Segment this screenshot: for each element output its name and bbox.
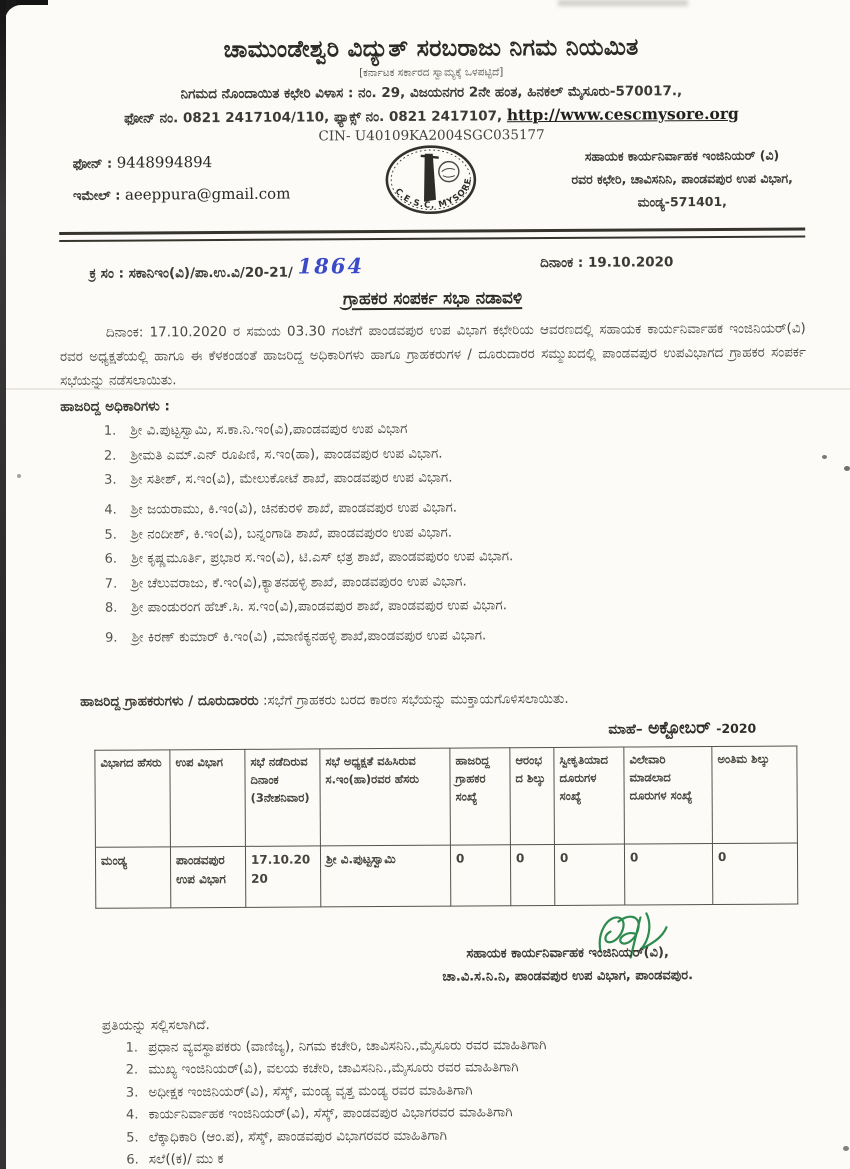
office-address-block bbox=[571, 144, 793, 215]
sender-contact-block bbox=[73, 147, 291, 211]
col-header-subdivision: ಉಪ ವಿಭಾಗ bbox=[170, 749, 246, 846]
monthly-report-table bbox=[94, 746, 798, 909]
organization-name: ಚಾಮುಂಡೇಶ್ವರಿ ವಿದ್ಯುತ್ ಸರಬರಾಜು ನಿಗಮ ನಿಯಮಿತ bbox=[223, 34, 639, 63]
phone-value: 9448994894 bbox=[116, 153, 213, 172]
month-label: ಮಾಹೆ– bbox=[608, 721, 643, 738]
cell-chairperson: ಶ್ರೀ ವಿ.ಪುಟ್ಟಸ್ವಾಮಿ bbox=[320, 845, 450, 907]
reference-row bbox=[59, 253, 805, 283]
date-value: 19.10.2020 bbox=[587, 254, 674, 271]
copies-heading: ಪ್ರತಿಯನ್ನು ಸಲ್ಲಿಸಲಾಗಿದೆ. bbox=[101, 1016, 210, 1034]
col-header-complaints-received: ಸ್ವೀಕೃತಿಯಾದ ದೂರುಗಳ ಸಂಖ್ಯೆ bbox=[554, 747, 625, 844]
ownership-note: [ಕರ್ನಾಟಕ ಸರ್ಕಾರದ ಸ್ವಾಮ್ಯಕ್ಕೆ ಒಳಪಟ್ಟಿದೆ] bbox=[359, 66, 504, 80]
ref-label: ಕ್ರ ಸಂ : bbox=[89, 265, 125, 282]
col-header-customers-present: ಹಾಜರಿದ್ದ ಗ್ರಾಹಕರ ಸಂಖ್ಯೆ bbox=[450, 748, 511, 845]
officer-item: 4. ಶ್ರೀ ಜಯರಾಮು, ಕಿ.ಇಂ(ವಿ), ಚಿನಕುರಳಿ ಶಾಖೆ, ಪಾಂಡವಪುರ ಉಪ ವಿಭಾಗ. bbox=[121, 497, 807, 517]
cell-complaints-resolved: 0 bbox=[624, 844, 712, 906]
cesc-logo-icon bbox=[381, 141, 481, 220]
col-header-opening-balance: ಆರಂಭದ ಶಿಲ್ಕು bbox=[510, 748, 555, 845]
col-header-chairperson: ಸಭೆ ಅಧ್ಯಕ್ಷತೆ ವಹಿಸಿರುವ ಸ.ಇಂ(ಹಾ)ರವರ ಹೆಸರು bbox=[320, 748, 451, 846]
copy-item: 6. ಸಲೆ((ಕ)/ ಮು ಕ bbox=[143, 1148, 811, 1168]
officer-item: 8. ಶ್ರೀ ಪಾಂಡುರಂಗ ಹೆಚ್.ಸಿ. ಸ.ಇಂ(ವಿ),ಪಾಂಡವಪುರ ಶಾಖೆ, ಪಾಂಡವಪುರ ಉಪ ವಿಭಾಗ. bbox=[121, 595, 807, 615]
scan-edge-left bbox=[0, 0, 6, 1169]
cell-subdivision: ಪಾಂಡವಪುರ ಉಪ ವಿಭಾಗ bbox=[170, 846, 245, 907]
email-value: aeeppura@gmail.com bbox=[124, 184, 291, 204]
signature-block bbox=[367, 907, 767, 990]
cell-division: ಮಂಡ್ಯ bbox=[95, 847, 170, 908]
officers-list bbox=[60, 418, 807, 646]
copy-item: 4. ಕಾರ್ಯನಿರ್ವಾಹಕ ಇಂಜಿನಿಯರ್(ವಿ), ಸೆಸ್ಕ್, ಪಾಂಡವಪುರ ವಿಭಾಗರವರ ಮಾಹಿತಿಗಾಗಿ bbox=[143, 1103, 811, 1123]
page-rounded-corner bbox=[5, 5, 75, 65]
copy-item: 2. ಮುಖ್ಯ ಇಂಜಿನಿಯರ್(ವಿ), ವಲಯ ಕಚೇರಿ, ಚಾವಿಸನಿನಿ.,ಮೈಸೂರು ರವರ ಮಾಹಿತಿಗಾಗಿ bbox=[142, 1058, 810, 1078]
scan-speck bbox=[822, 455, 827, 459]
scan-speck bbox=[844, 466, 850, 471]
officer-item: 1. ಶ್ರೀ ವಿ.ಪುಟ್ಟಸ್ವಾಮಿ, ಸ.ಕಾ.ನಿ.ಇಂ(ವಿ),ಪಾಂಡವಪುರ ಉಪ ವಿಭಾಗ bbox=[120, 418, 806, 438]
phone-fax-line bbox=[58, 103, 804, 127]
ref-handwritten-number: 1864 bbox=[297, 253, 365, 279]
officers-heading: ಹಾಜರಿದ್ದ ಅಧಿಕಾರಿಗಳು : bbox=[60, 398, 170, 416]
table-header-row bbox=[95, 746, 798, 847]
document-title: ಗ್ರಾಹಕರ ಸಂಪರ್ಕ ಸಭಾ ನಡಾವಳಿ bbox=[342, 288, 523, 310]
col-header-complaints-resolved: ವಿಲೇವಾರಿ ಮಾಡಲಾದ ದೂರುಗಳ ಸಂಖ್ಯೆ bbox=[624, 747, 713, 845]
copy-item: 5. ಲೆಕ್ಕಾಧಿಕಾರಿ (ಆಂ.ಪ), ಸೆಸ್ಕ್, ಪಾಂಡವಪುರ ವಿಭಾಗರವರ ಮಾಹಿತಿಗಾಗಿ bbox=[143, 1125, 811, 1145]
logo-caption: C.E.S.C, MYSORE bbox=[392, 176, 475, 211]
col-header-final-balance: ಅಂತಿಮ ಶಿಲ್ಕು bbox=[712, 746, 798, 844]
email-row bbox=[73, 178, 291, 211]
phone-label: ಫೋನ್ : bbox=[72, 156, 113, 172]
month-line bbox=[62, 718, 756, 742]
officer-item: 9. ಶ್ರೀ ಕಿರಣ್ ಕುಮಾರ್ ಕಿ.ಇಂ(ವಿ) ,ಮಾಣಿಕ್ಯನಹಳ್ಳಿ ಶಾಖೆ,ಪಾಂಡವಪುರ ಉಪ ವಿಭಾಗ. bbox=[122, 625, 808, 645]
registered-office-address: ನಿಗಮದ ನೊಂದಾಯಿತ ಕಛೇರಿ ವಿಳಾಸ : ನಂ. 29, ವಿಜಯನಗರ 2ನೇ ಹಂತ, ಹಿನಕಲ್ ಮೈಸೂರು-570017., bbox=[180, 83, 683, 103]
phone-row bbox=[73, 147, 291, 180]
col-header-meeting-date: ಸಭೆ ನಡೆದಿರುವ ದಿನಾಂಕ (3ನೇಶನಿವಾರ) bbox=[245, 749, 321, 846]
officer-item: 2. ಶ್ರೀಮತಿ ಎಮ್.ಎನ್ ರೂಪಿಣಿ, ಸ.ಇಂ(ಹಾ), ಪಾಂಡವಪುರ ಉಪ ವಿಭಾಗ. bbox=[121, 443, 807, 463]
cell-customers-present: 0 bbox=[450, 845, 510, 906]
header-divider bbox=[59, 227, 805, 242]
phone-fax-text: ಫೋನ್ ನಂ. 0821 2417104/110, ಫ್ಯಾಕ್ಸ್ ನಂ. 0821 2417107, bbox=[124, 108, 503, 127]
scan-speck bbox=[843, 1146, 849, 1151]
copy-item: 1. ಪ್ರಧಾನ ವ್ಯವಸ್ಥಾಪಕರು (ವಾಣಿಜ್ಯ), ನಿಗಮ ಕಚೇರಿ, ಚಾವಿಸನಿನಿ.,ಮೈಸೂರು ರವರ ಮಾಹಿತಿಗಾಗಿ bbox=[142, 1035, 810, 1055]
copies-list bbox=[64, 1035, 811, 1168]
officer-item: 3. ಶ್ರೀ ಸತೀಶ್, ಸ.ಇಂ(ವಿ), ಮೇಲುಕೋಟೆ ಶಾಖೆ, ಪಾಂಡವಪುರ ಉಪ ವಿಭಾಗ. bbox=[121, 467, 807, 487]
office-line-2: ರವರ ಕಛೇರಿ, ಚಾವಿಸನಿನಿ, ಪಾಂಡವಪುರ ಉಪ ವಿಭಾಗ, bbox=[571, 170, 793, 187]
officer-item: 7. ಶ್ರೀ ಚೆಲುವರಾಜು, ಕೆ.ಇಂ(ವಿ),ಕ್ಯಾತನಹಳ್ಳಿ ಶಾಖೆ, ಪಾಂಡವಪುರಂ ಉಪ ವಿಭಾಗ. bbox=[121, 571, 807, 591]
contact-row bbox=[59, 143, 805, 226]
table-data-row bbox=[95, 843, 797, 908]
col-header-division: ವಿಭಾಗದ ಹೆಸರು bbox=[95, 750, 171, 847]
signatory-office: ಚಾ.ವಿ.ಸ.ನಿ.ನಿ, ಪಾಂಡವಪುರ ಉಪ ವಿಭಾಗ, ಪಾಂಡವಪುರ. bbox=[442, 968, 694, 986]
month-year: -2020 bbox=[716, 720, 757, 737]
officer-item: 6. ಶ್ರೀ ಕೃಷ್ಣಮೂರ್ತಿ, ಪ್ರಭಾರ ಸ.ಇಂ(ವಿ), ಟಿ.ಎಸ್ ಛತ್ರ ಶಾಖೆ, ಪಾಂಡವಪುರಂ ಉಪ ವಿಭಾಗ. bbox=[121, 546, 807, 566]
reference-number bbox=[89, 253, 365, 283]
body-paragraph: ದಿನಾಂಕ: 17.10.2020 ರ ಸಮಯ 03.30 ಗಂಟೆಗೆ ಪಾಂಡವಪುರ ಉಪ ವಿಭಾಗ ಕಛೇರಿಯ ಆವರಣದಲ್ಲಿ ಸಹಾಯಕ ಕಾರ್ಯನಿರ್ವಾಹಕ ಇಂಜಿನಿಯರ್(ವಿ) ರವರ ಅಧ್ಯಕ್ಷತೆಯಲ್ಲಿ ಹಾಗೂ ಈ ಕೆಳಕಂಡಂತೆ ಹಾಜರಿದ್ದ ಅಧಿಕಾರಿಗಳು ಹಾಗೂ ಗ್ರಾಹಕರುಗಳ / ದೂರುದಾರರ ಸಮ್ಮುಖದಲ್ಲಿ ಪಾಂಡವಪುರ ಉಪವಿಭಾಗದ ಗ್ರಾಹಕರ ಸಂಪರ್ಕ ಸಭೆಯನ್ನು ನಡೆಸಲಾಯಿತು. bbox=[59, 320, 806, 390]
email-label: ಇಮೇಲ್ : bbox=[72, 188, 121, 204]
cell-meeting-date: 17.10.2020 bbox=[245, 846, 320, 907]
letter-content bbox=[58, 33, 811, 1169]
customers-line bbox=[80, 689, 808, 709]
cell-final-balance: 0 bbox=[712, 843, 797, 905]
office-line-1: ಸಹಾಯಕ ಕಾರ್ಯನಿರ್ವಾಹಕ ಇಂಜಿನಿಯರ್ (ವಿ) bbox=[584, 147, 780, 164]
customers-note: :ಸಭೆಗೆ ಗ್ರಾಹಕರು ಬರದ ಕಾರಣ ಸಭೆಯನ್ನು ಮುಕ್ತಾಯಗೊಳಿಸಲಾಯಿತು. bbox=[262, 690, 569, 709]
month-value: ಅಕ್ಟೋಬರ್ bbox=[648, 718, 711, 739]
customers-label: ಹಾಜರಿದ್ದ ಗ್ರಾಹಕರುಗಳು / ದೂರುದಾರರು bbox=[80, 692, 259, 710]
officer-item: 5. ಶ್ರೀ ನಂದೀಶ್, ಕಿ.ಇಂ(ವಿ), ಬನ್ನಂಗಾಡಿ ಶಾಖೆ, ಪಾಂಡವಪುರಂ ಉಪ ವಿಭಾಗ. bbox=[121, 522, 807, 542]
cell-opening-balance: 0 bbox=[510, 845, 554, 906]
cell-complaints-received: 0 bbox=[554, 844, 624, 905]
cesc-logo bbox=[381, 141, 481, 224]
scan-speck bbox=[17, 474, 21, 478]
cin-number: CIN- U40109KA2004SGC035177 bbox=[318, 127, 545, 145]
website-link: http://www.cescmysore.org bbox=[506, 103, 739, 125]
signatory-designation: ಸಹಾಯಕ ಕಾರ್ಯನಿರ್ವಾಹಕ ಇಂಜಿನಿಯರ್(ವಿ), bbox=[466, 945, 669, 962]
letter-date bbox=[540, 254, 673, 280]
ref-value: ಸಕಾನಿಇಂ(ವಿ)/ಪಾ.ಉ.ವಿ/20-21/ bbox=[128, 264, 293, 282]
date-label: ದಿನಾಂಕ : bbox=[540, 254, 584, 272]
copy-item: 3. ಅಧೀಕ್ಷಕ ಇಂಜಿನಿಯರ್(ವಿ), ಸೆಸ್ಕ್, ಮಂಡ್ಯ ವೃತ್ತ ಮಂಡ್ಯ ರವರ ಮಾಹಿತಿಗಾಗಿ bbox=[142, 1080, 810, 1100]
office-line-3: ಮಂಡ್ಯ-571401, bbox=[637, 194, 727, 210]
scan-top-smudge bbox=[558, 0, 688, 6]
